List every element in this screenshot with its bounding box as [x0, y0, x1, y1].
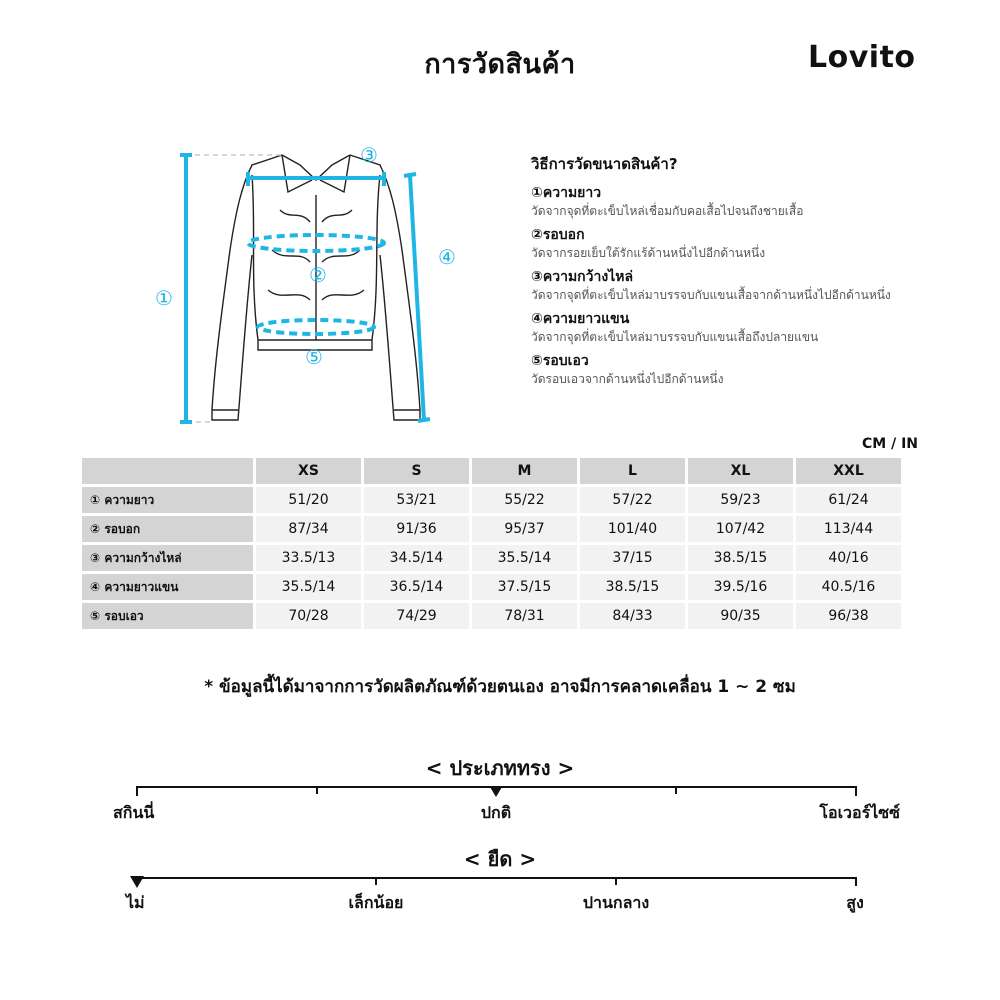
instruction-desc: วัดรอบเอวจากด้านหนึ่งไปอีกด้านหนึ่ง — [531, 372, 724, 386]
table-cell: 57/22 — [580, 487, 685, 513]
table-cell: 78/31 — [472, 603, 577, 629]
stretch-label-slight: เล็กน้อย — [348, 893, 404, 912]
fit-label-regular: ปกติ — [480, 803, 512, 822]
stretch-label-medium: ปานกลาง — [582, 893, 650, 912]
instructions-title: วิธีการวัดขนาดสินค้า? — [531, 155, 678, 173]
table-cell: 39.5/16 — [688, 574, 793, 600]
marker-bust: ② — [309, 263, 327, 287]
table-cell: 40.5/16 — [796, 574, 901, 600]
table-row — [82, 603, 901, 629]
table-row — [82, 516, 901, 542]
stretch-selected-marker-icon — [130, 876, 144, 888]
table-cell: 95/37 — [472, 516, 577, 542]
instruction-label: ④ความยาวแขน — [531, 311, 630, 327]
table-header-row — [82, 458, 901, 484]
shirt-drawing-icon — [212, 155, 420, 420]
table-cell: 37/15 — [580, 545, 685, 571]
stretch-label-high: สูง — [846, 893, 864, 912]
table-cell: 101/40 — [580, 516, 685, 542]
fit-selected-marker-icon — [490, 787, 502, 797]
size-header-m: M — [472, 458, 577, 484]
fit-scale-bar — [0, 780, 1000, 800]
size-table — [79, 455, 904, 632]
stretch-scale-title: < ยืด > — [463, 847, 537, 871]
table-row — [82, 545, 901, 571]
table-cell: 61/24 — [796, 487, 901, 513]
table-cell: 90/35 — [688, 603, 793, 629]
size-header-xl: XL — [688, 458, 793, 484]
table-cell: 107/42 — [688, 516, 793, 542]
table-cell: 36.5/14 — [364, 574, 469, 600]
table-cell: 74/29 — [364, 603, 469, 629]
table-cell: 35.5/14 — [256, 574, 361, 600]
instruction-label: ③ความกว้างไหล่ — [531, 269, 634, 285]
table-cell: 113/44 — [796, 516, 901, 542]
row-label: ② รอบอก — [82, 516, 253, 542]
row-label: ③ ความกว้างไหล่ — [82, 545, 253, 571]
marker-length: ① — [155, 286, 173, 310]
sleeve-line — [410, 175, 424, 420]
table-cell: 96/38 — [796, 603, 901, 629]
instruction-item — [531, 184, 971, 220]
table-cell: 59/23 — [688, 487, 793, 513]
table-cell: 84/33 — [580, 603, 685, 629]
table-cell: 87/34 — [256, 516, 361, 542]
marker-shoulder: ③ — [360, 143, 378, 167]
fit-label-oversize: โอเวอร์ไซซ์ — [819, 803, 900, 822]
fit-label-skinny: สกินนี่ — [113, 803, 155, 822]
size-header-l: L — [580, 458, 685, 484]
instruction-desc: วัดจากจุดที่ตะเข็บไหล่มาบรรจบกับแขนเสื้อจากด้านหนึ่งไปอีกด้านหนึ่ง — [531, 288, 891, 302]
table-cell: 55/22 — [472, 487, 577, 513]
marker-waist: ⑤ — [305, 345, 323, 369]
instruction-desc: วัดจากจุดที่ตะเข็บไหล่มาบรรจบกับแขนเสื้อถึงปลายแขน — [531, 330, 819, 344]
measurement-footnote: * ข้อมูลนี้ได้มาจากการวัดผลิตภัณฑ์ด้วยตนเอง อาจมีการคลาดเคลื่อน 1 ~ 2 ซม — [204, 677, 796, 697]
table-cell: 70/28 — [256, 603, 361, 629]
table-row — [82, 487, 901, 513]
instruction-desc: วัดจากจุดที่ตะเข็บไหล่เชื่อมกับคอเสื้อไปจนถึงชายเสื้อ — [531, 204, 804, 218]
instruction-label: ①ความยาว — [531, 185, 602, 201]
table-cell: 37.5/15 — [472, 574, 577, 600]
marker-sleeve: ④ — [438, 245, 456, 269]
measurement-lines — [180, 155, 430, 422]
brand-logo: Lovito — [808, 40, 916, 75]
instruction-label: ⑤รอบเอว — [531, 353, 589, 369]
instruction-item — [531, 268, 971, 304]
unit-label: CM / IN — [862, 436, 918, 452]
size-header-s: S — [364, 458, 469, 484]
instruction-desc: วัดจากรอยเย็บใต้รักแร้ด้านหนึ่งไปอีกด้านหนึ่ง — [531, 246, 766, 260]
stretch-label-none: ไม่ — [126, 893, 145, 912]
row-label: ④ ความยาวแขน — [82, 574, 253, 600]
table-cell: 34.5/14 — [364, 545, 469, 571]
table-cell: 38.5/15 — [688, 545, 793, 571]
instruction-item — [531, 310, 971, 346]
table-cell: 33.5/13 — [256, 545, 361, 571]
table-corner-cell — [82, 458, 253, 484]
size-header-xxl: XXL — [796, 458, 901, 484]
garment-measurement-illustration — [140, 140, 470, 435]
page-title: การวัดสินค้า — [424, 49, 576, 80]
table-cell: 40/16 — [796, 545, 901, 571]
table-cell: 38.5/15 — [580, 574, 685, 600]
fit-scale-title: < ประเภททรง > — [425, 756, 575, 780]
row-label: ⑤ รอบเอว — [82, 603, 253, 629]
size-header-xs: XS — [256, 458, 361, 484]
measurement-instructions — [531, 152, 971, 394]
table-row — [82, 574, 901, 600]
instruction-item — [531, 352, 971, 388]
table-cell: 51/20 — [256, 487, 361, 513]
stretch-scale-bar — [0, 870, 1000, 890]
table-cell: 53/21 — [364, 487, 469, 513]
table-cell: 91/36 — [364, 516, 469, 542]
instruction-label: ②รอบอก — [531, 227, 585, 243]
row-label: ① ความยาว — [82, 487, 253, 513]
table-cell: 35.5/14 — [472, 545, 577, 571]
instruction-item — [531, 226, 971, 262]
